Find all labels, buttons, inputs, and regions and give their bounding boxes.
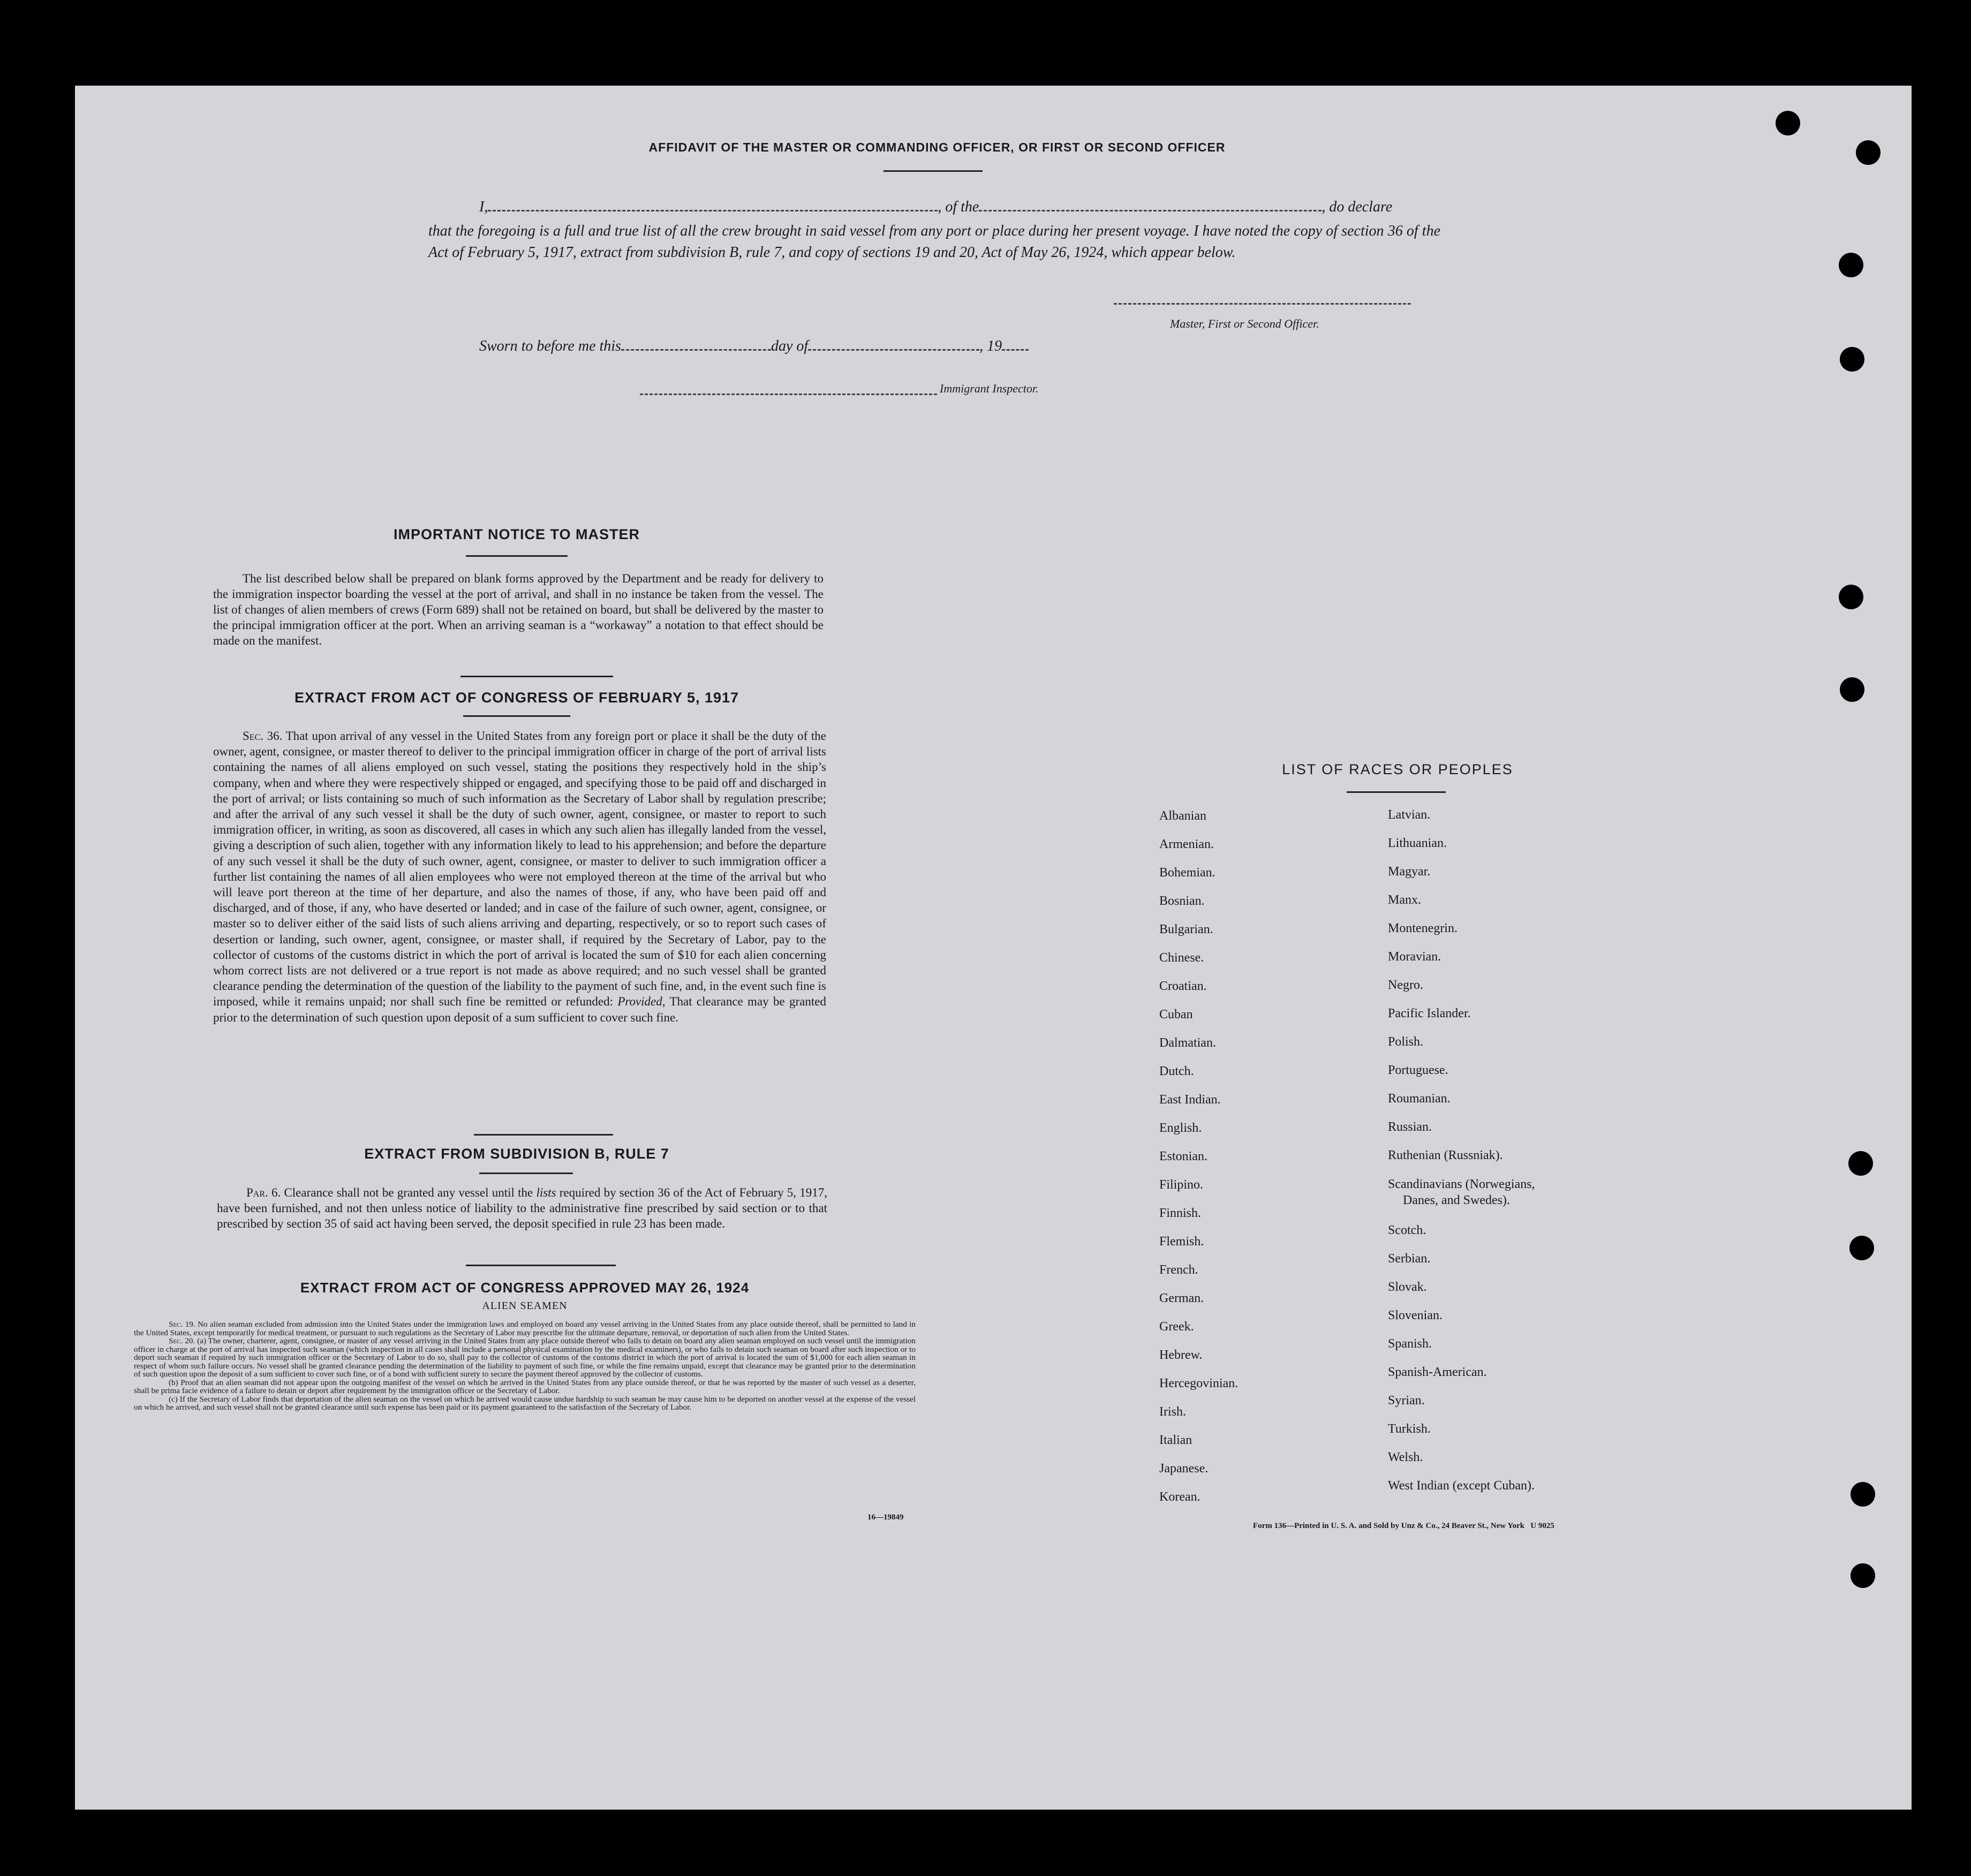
day-blank xyxy=(621,337,771,351)
race-item: Irish. xyxy=(1159,1405,1186,1419)
par-6-text: Clearance shall not be granted any vessel until the xyxy=(284,1186,533,1199)
race-item: East Indian. xyxy=(1159,1093,1221,1107)
race-item: Dalmatian. xyxy=(1159,1036,1216,1050)
races-left-column xyxy=(1159,802,1238,1511)
divider xyxy=(883,170,983,172)
race-item: English. xyxy=(1159,1121,1202,1135)
act-1924-body xyxy=(134,1320,916,1412)
race-item: Finnish. xyxy=(1159,1206,1202,1220)
act-1917-title: EXTRACT FROM ACT OF CONGRESS OF FEBRUARY 5, 1917 xyxy=(294,690,739,706)
race-item: Albanian xyxy=(1159,809,1206,823)
punch-hole xyxy=(1840,347,1864,372)
race-item: Manx. xyxy=(1388,893,1421,907)
affidavit-of-the: , of the xyxy=(938,199,979,215)
sec-19-text: No alien seaman excluded from admission into the United States under the immigration laws and employed on board any vessel arriving in the United States from any place outside thereof, shall be permitted to land in the United States, except temporarily for medical treatment, or pursuant to such regulations as the Secretary of Labor may prescribe for the ultimate departure, removal, or deportation of such alien from the United States. xyxy=(134,1320,916,1337)
affidavit-body: that the foregoing is a full and true list of all the crew brought in said vessel from any port or place during her present voyage. I have noted the copy of section 36 of the Act of February 5, 1917, extract from subdivision B, rule 7, and copy of sections 19 and 20, Act of May 26, 1924, which appear below. xyxy=(428,223,1440,261)
race-item: German. xyxy=(1159,1291,1204,1305)
race-item: Turkish. xyxy=(1388,1422,1431,1436)
race-item: Bohemian. xyxy=(1159,866,1215,880)
act-1924-subtitle: ALIEN SEAMEN xyxy=(482,1300,568,1312)
year-label: , 19 xyxy=(979,338,1002,354)
race-item: Spanish-American. xyxy=(1388,1365,1487,1379)
lists-word: lists xyxy=(536,1186,556,1199)
sworn-label: Sworn to before me this xyxy=(479,338,621,354)
race-item: Lithuanian. xyxy=(1388,836,1447,850)
race-item: Roumanian. xyxy=(1388,1092,1451,1106)
race-item: Negro. xyxy=(1388,978,1423,992)
sec-19-label: Sec. 19. xyxy=(169,1320,195,1329)
race-item: Latvian. xyxy=(1388,808,1431,822)
sec-20b-text: (b) Proof that an alien seaman did not appear upon the outgoing manifest of the vessel on which he arrived in the United States from any place outside thereof, or that he was reported by the master of such vessel as a deserter, shall be prima facie evidence of a failure to detain or deport after requirement by the immigration officer or the Secretary of Labor. xyxy=(134,1378,916,1395)
punch-hole xyxy=(1839,253,1863,277)
race-item: Danes, and Swedes). xyxy=(1403,1193,1510,1207)
race-item: Montenegrin. xyxy=(1388,921,1458,935)
race-item: Flemish. xyxy=(1159,1235,1204,1249)
punch-hole xyxy=(1839,585,1863,609)
inspector-label: Immigrant Inspector. xyxy=(940,382,1039,395)
race-item: West Indian (except Cuban). xyxy=(1388,1479,1535,1493)
notice-body: The list described below shall be prepared on blank forms approved by the Department and be ready for delivery to the immigration inspector boarding the vessel at the port of arrival, and shall in no instance be taken from the vessel. The list of changes of alien members of crews (Form 689) shall not be retained on board, but shall be delivered by the master to the principal immigration officer at the port. When an arriving seaman is a “workaway” a notation to that effect should be made on the manifest. xyxy=(213,572,824,647)
notice-title: IMPORTANT NOTICE TO MASTER xyxy=(394,526,640,542)
divider xyxy=(1347,791,1446,793)
sworn-line xyxy=(479,337,1029,355)
rule-7-body xyxy=(217,1185,827,1231)
punch-hole xyxy=(1851,1563,1875,1588)
race-item: Hercegovinian. xyxy=(1159,1376,1239,1390)
race-item: Chinese. xyxy=(1159,951,1204,965)
act-1917-body xyxy=(213,728,826,1025)
race-item: Dutch. xyxy=(1159,1064,1194,1078)
affidavit-i: I, xyxy=(479,199,488,215)
rule-7-title: EXTRACT FROM SUBDIVISION B, RULE 7 xyxy=(364,1146,669,1162)
divider xyxy=(460,676,613,677)
year-blank xyxy=(1002,337,1029,351)
race-item: French. xyxy=(1159,1263,1198,1277)
race-item: Magyar. xyxy=(1388,865,1431,879)
race-item: Pacific Islander. xyxy=(1388,1007,1471,1020)
affidavit-declare: , do declare xyxy=(1321,199,1393,215)
name-blank xyxy=(488,198,938,211)
vessel-blank xyxy=(979,198,1321,211)
punch-hole xyxy=(1856,140,1881,165)
race-item: Italian xyxy=(1159,1433,1192,1447)
affidavit-first-line xyxy=(479,198,1443,216)
race-item: Estonian. xyxy=(1159,1149,1207,1163)
sec-20-label: Sec. 20. xyxy=(169,1336,195,1345)
printer-footer: Form 136—Printed in U. S. A. and Sold by Unz & Co., 24 Beaver St., New York U 9025 xyxy=(1253,1522,1554,1530)
race-item: Serbian. xyxy=(1388,1252,1431,1266)
race-item: Syrian. xyxy=(1388,1394,1425,1408)
race-item: Korean. xyxy=(1159,1490,1200,1504)
race-item: Moravian. xyxy=(1388,950,1441,964)
form-code: 16—19849 xyxy=(867,1513,904,1522)
divider xyxy=(466,555,568,557)
sec-36-label: Sec. 36. xyxy=(243,729,283,743)
race-item: Slovenian. xyxy=(1388,1308,1443,1322)
par-6-text-b: required by section 36 of the Act of February 5, 1917, have been furnished, and not then unless notice of liability to the administrative fine prescribed by said section or to that prescribed by section 35 of said act having been served, the deposit specified in rule 23 has been made. xyxy=(217,1186,828,1230)
punch-hole xyxy=(1849,1236,1874,1260)
race-item: Greek. xyxy=(1159,1320,1194,1334)
inspector-line xyxy=(640,394,937,395)
race-item: Ruthenian (Russniak). xyxy=(1388,1148,1503,1162)
punch-hole xyxy=(1848,1151,1873,1176)
race-item: Hebrew. xyxy=(1159,1348,1203,1362)
sec-36-text: That upon arrival of any vessel in the United States from any foreign port or place it shall be the duty of the owner, agent, consignee, or master thereof to deliver to the principal immigration officer in charge of the port of arrival lists containing the names of all aliens employed on such vessel, stating the positions they respectively hold in the ship’s company, when and where they were respectively shipped or engaged, and specifying those to be paid off and discharged in the port of arrival; or lists containing so much of such information as the Secretary of Labor shall by regulation prescribe; and after the arrival of any such vessel it shall be the duty of such owner, agent, consignee, or master to report to such immigration officer, in writing, as soon as discovered, all cases in which any such alien has illegally landed from the vessel, giving a description of such alien, together with any information likely to lead to his apprehension; and before the departure of any such vessel it shall be the duty of such owner, agent, consignee, or master to deliver to such immigration officer a further list containing the names of all alien employees who were not employed thereon at the time of the arrival but who will leave port thereon at the time of her departure, and also the names of those, if any, who have been paid off and discharged, and of those, if any, who have deserted or landed; and in case of the failure of such owner, agent, consignee, or master so to deliver either of the said lists of such aliens arriving and departing, respectively, or so to report such cases of desertion or landing, such owner, agent, consignee, or master shall, if required by the Secretary of Labor, pay to the collector of customs of the customs district in which the port of arrival is located the sum of $10 for each alien concerning whom correct lists are not delivered or a true report is not made as above required; and no such vessel shall be granted clearance pending the determination of the question of the liability to the payment of such fine, and, in the event such fine is imposed, while it remains unpaid; nor shall such fine be remitted or refunded: xyxy=(213,729,826,1009)
par-6-label: Par. 6. xyxy=(246,1186,281,1199)
signature-line xyxy=(1114,303,1411,305)
race-item: Filipino. xyxy=(1159,1178,1204,1192)
race-item: Scotch. xyxy=(1388,1223,1426,1237)
races-right-column xyxy=(1388,801,1535,1500)
affidavit-title: AFFIDAVIT OF THE MASTER OR COMMANDING OFFICER, OR FIRST OR SECOND OFFICER xyxy=(648,140,1226,154)
race-item: Scandinavians (Norwegians, xyxy=(1388,1177,1535,1191)
race-item: Japanese. xyxy=(1159,1462,1209,1476)
day-of-label: day of xyxy=(771,338,809,354)
divider xyxy=(466,1265,616,1266)
race-item: Bulgarian. xyxy=(1159,922,1213,936)
races-title: LIST OF RACES OR PEOPLES xyxy=(1282,761,1513,777)
signature-label: Master, First or Second Officer. xyxy=(1170,317,1319,330)
divider xyxy=(474,1134,613,1136)
race-item: Polish. xyxy=(1388,1035,1424,1049)
divider xyxy=(479,1172,573,1174)
punch-hole xyxy=(1840,677,1864,702)
race-item: Spanish. xyxy=(1388,1337,1432,1351)
race-item: Welsh. xyxy=(1388,1450,1423,1464)
divider xyxy=(463,715,570,717)
race-item: Cuban xyxy=(1159,1008,1193,1022)
sec-20a-text: (a) The owner, charterer, agent, consignee, or master of any vessel arriving in the United States from any place outside thereof who fails to detain on board any alien seaman employed on such vessel until the immigration officer in charge at the port of arrival has inspected such seaman (which inspection in all cases shall include a personal physical examination by the medical examiners), or who fails to detain such seaman on board after such inspection or to deport such seaman if required by such immigration officer or the Secretary of Labor to do so, shall pay to the collector of customs of the customs district in which the port of arrival is located the sum of $1,000 for each alien seaman in respect of whom such failure occurs. No vessel shall be granted clearance pending the determination of the liability to payment of such fine, or while the fine remains unpaid, except that clearance may be granted prior to the determination of such question upon the deposit of a sum sufficient to cover such fine, or of a bond with sufficient surety to secure the payment thereof approved by the collector of customs. xyxy=(134,1336,916,1379)
provided-label: Provided, xyxy=(617,995,666,1009)
punch-hole xyxy=(1776,111,1800,135)
act-1924-title: EXTRACT FROM ACT OF CONGRESS APPROVED MAY 26, 1924 xyxy=(300,1280,750,1296)
race-item: Russian. xyxy=(1388,1120,1432,1134)
race-item: Croatian. xyxy=(1159,979,1207,993)
race-item: Armenian. xyxy=(1159,837,1214,851)
race-item: Slovak. xyxy=(1388,1280,1427,1294)
sec-20c-text: (c) If the Secretary of Labor finds that deportation of the alien seaman on the vessel on which he arrived would cause undue hardship to such seaman he may cause him to be deported on another vessel at the expense of the vessel on which he arrived, and such vessel shall not be granted clearance until such expense has been paid or its payment guaranteed to the satisfaction of the Secretary of Labor. xyxy=(134,1394,916,1412)
race-item: Bosnian. xyxy=(1159,894,1205,908)
month-blank xyxy=(808,337,979,351)
punch-hole xyxy=(1851,1482,1875,1507)
race-item: Portuguese. xyxy=(1388,1063,1448,1077)
sec-36-text-end: That clearance may be granted prior to the determination of such question upon deposit of a sum sufficient to cover such fine. xyxy=(213,995,826,1024)
